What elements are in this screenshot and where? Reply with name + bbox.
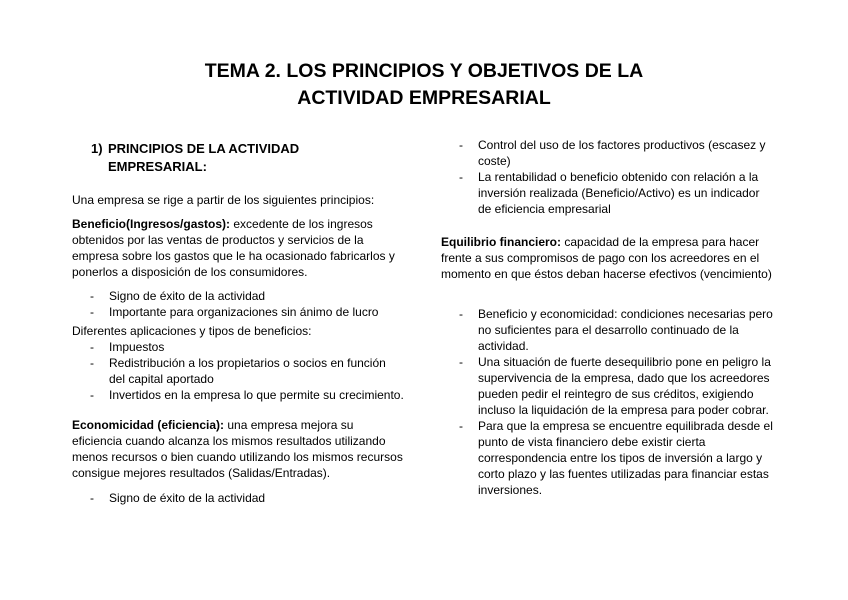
- page-title: [0, 58, 848, 112]
- economicidad-list: [72, 490, 404, 506]
- equilibrio-text: capacidad de la empresa para hacer frente a sus compromisos de pago con los acreedores en el momento en que éstos deban hacerse efectivos (vencimiento): [441, 235, 772, 281]
- aplicaciones-lead: Diferentes aplicaciones y tipos de beneficios:: [72, 324, 312, 338]
- left-column: [72, 140, 404, 506]
- section-heading: [91, 140, 404, 176]
- list-item: - Signo de éxito de la actividad: [72, 288, 404, 304]
- list-item: - Beneficio y economicidad: condiciones necesarias pero no suficientes para el desarrollo continuado de la actividad.: [441, 306, 776, 354]
- section-heading-text: [108, 140, 299, 176]
- title-line-1: TEMA 2. LOS PRINCIPIOS Y OBJETIVOS DE LA: [204, 60, 644, 82]
- eficiencia-list: [441, 137, 776, 217]
- economicidad-term: Economicidad (eficiencia):: [72, 418, 225, 432]
- equilibrio-paragraph: [441, 234, 776, 282]
- list-item: - Invertidos en la empresa lo que permite su crecimiento.: [72, 387, 404, 403]
- economicidad-paragraph: [72, 417, 404, 481]
- economicidad-text: una empresa mejora su eficiencia cuando alcanza los mismos resultados utilizando menos recursos o bien cuando utilizando los mismos recursos consigue mejores resultados (Salidas/Entradas).: [72, 418, 403, 480]
- list-item: - La rentabilidad o beneficio obtenido con relación a la inversión realizada (Beneficio/Activo) es un indicador de eficiencia empresarial: [441, 169, 776, 217]
- beneficio-text: excedente de los ingresos obtenidos por las ventas de productos y servicios de la empresa sobre los gastos que le ha ocasionado fabricarlos y ponerlos a disposición de los consumidores.: [72, 217, 395, 279]
- intro-paragraph: Una empresa se rige a partir de los siguientes principios:: [72, 193, 375, 207]
- list-item: - Redistribución a los propietarios o socios en función del capital aportado: [72, 355, 404, 387]
- aplicaciones-list: [72, 339, 404, 403]
- list-item: - Impuestos: [72, 339, 404, 355]
- list-item: - Importante para organizaciones sin ánimo de lucro: [72, 304, 404, 320]
- list-item: - Control del uso de los factores productivos (escasez y coste): [441, 137, 776, 169]
- title-line-2: ACTIVIDAD EMPRESARIAL: [297, 87, 551, 109]
- section-number: 1): [91, 141, 103, 156]
- beneficio-list: [72, 288, 404, 320]
- list-item: - Signo de éxito de la actividad: [72, 490, 404, 506]
- equilibrio-term: Equilibrio financiero:: [441, 235, 562, 249]
- section-heading-line-2: EMPRESARIAL:: [108, 159, 207, 174]
- list-item: - Una situación de fuerte desequilibrio pone en peligro la supervivencia de la empresa, dado que los acreedores pueden pedir el reintegro de sus créditos, exigiendo incluso la liquidación de la empresa para poder cobrar.: [441, 354, 776, 418]
- beneficio-paragraph: [72, 216, 404, 280]
- beneficio-term: Beneficio(Ingresos/gastos):: [72, 217, 231, 231]
- right-column: [441, 137, 776, 498]
- section-heading-line-1: PRINCIPIOS DE LA ACTIVIDAD: [108, 141, 300, 156]
- equilibrio-list: [441, 306, 776, 498]
- list-item: - Para que la empresa se encuentre equilibrada desde el punto de vista financiero debe existir cierta correspondencia entre los tipos de inversión a largo y corto plazo y las fuentes utilizadas para financiar estas inversiones.: [441, 418, 776, 498]
